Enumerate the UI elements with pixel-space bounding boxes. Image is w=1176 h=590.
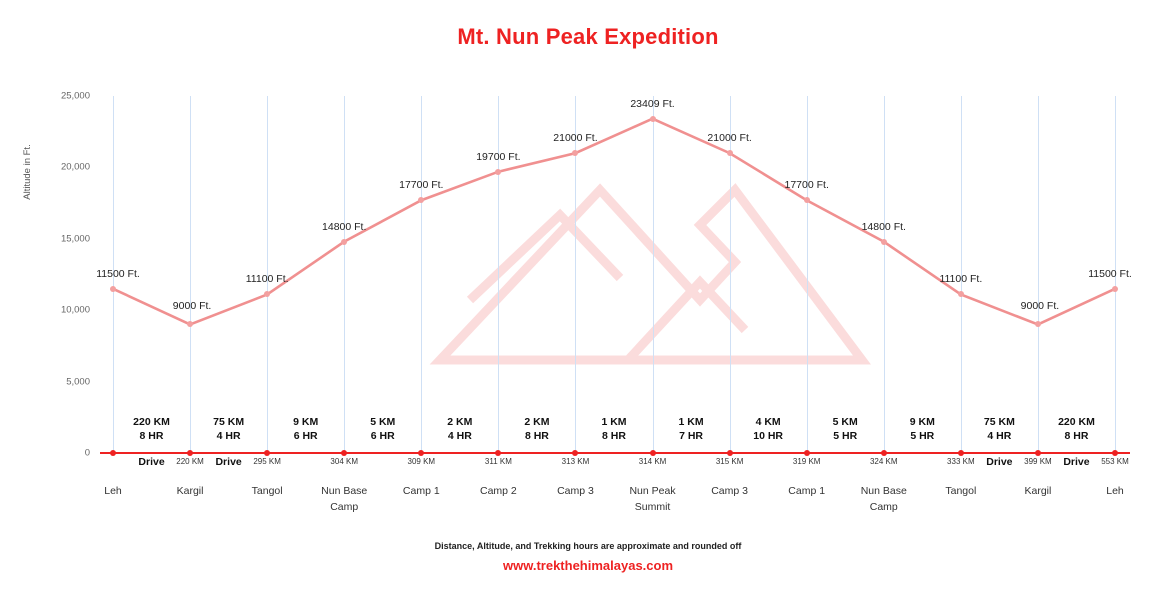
data-point[interactable] bbox=[110, 286, 116, 292]
altitude-value-label: 14800 Ft. bbox=[322, 220, 367, 233]
x-category-label bbox=[629, 483, 675, 515]
segment-distance: 1 KM bbox=[601, 416, 627, 428]
x-category-line: Nun Base bbox=[321, 485, 368, 497]
baseline-point[interactable] bbox=[727, 450, 733, 456]
altitude-value-label: 11500 Ft. bbox=[1088, 267, 1132, 280]
data-point[interactable] bbox=[572, 150, 578, 156]
segment-duration: 10 HR bbox=[753, 430, 784, 442]
x-category-label bbox=[788, 483, 825, 499]
data-point[interactable] bbox=[341, 239, 347, 245]
altitude-value-label: 19700 Ft. bbox=[476, 150, 521, 163]
segment-distance: 75 KM bbox=[983, 416, 1015, 428]
segment-distance: 1 KM bbox=[678, 416, 704, 428]
segment-distance: 5 KM bbox=[370, 416, 396, 428]
segment-distance-duration bbox=[601, 415, 626, 443]
x-category-line: Leh bbox=[1106, 485, 1124, 497]
cumulative-distance-label: 220 KM bbox=[176, 457, 204, 466]
altitude-value-label: 17700 Ft. bbox=[399, 179, 444, 192]
data-point[interactable] bbox=[187, 321, 193, 327]
x-category-line: Camp bbox=[330, 501, 359, 513]
y-axis-label: Altitude in Ft. bbox=[22, 144, 33, 200]
segment-duration: 8 HR bbox=[602, 430, 626, 442]
x-category-label bbox=[1106, 483, 1124, 499]
data-point[interactable] bbox=[1035, 321, 1041, 327]
segment-duration: 4 HR bbox=[447, 430, 472, 442]
baseline-point[interactable] bbox=[264, 450, 270, 456]
altitude-value-label: 23409 Ft. bbox=[630, 97, 675, 110]
baseline-point[interactable] bbox=[187, 450, 193, 456]
baseline-point[interactable] bbox=[1112, 450, 1118, 456]
baseline-point[interactable] bbox=[958, 450, 964, 456]
x-category-line: Kargil bbox=[1024, 485, 1052, 497]
altitude-value-label: 17700 Ft. bbox=[784, 179, 829, 192]
x-category-line: Summit bbox=[634, 501, 671, 513]
x-category-label bbox=[861, 483, 907, 515]
segment-distance-duration bbox=[679, 415, 704, 443]
x-category-label bbox=[321, 483, 367, 515]
data-point[interactable] bbox=[804, 197, 810, 203]
footnote: Distance, Altitude, and Trekking hours are approximate and rounded off bbox=[434, 541, 742, 551]
x-category-label bbox=[557, 483, 594, 499]
segment-distance-duration bbox=[833, 415, 858, 443]
altitude-value-label: 9000 Ft. bbox=[1020, 300, 1060, 313]
cumulative-distance-label: 295 KM bbox=[253, 457, 281, 466]
cumulative-distance-label: 315 KM bbox=[715, 457, 744, 466]
altitude-value-label: 21000 Ft. bbox=[707, 132, 752, 145]
drive-segment-label: Drive bbox=[138, 456, 165, 468]
segment-distance-duration bbox=[1058, 415, 1095, 443]
x-category-line: Nun Peak bbox=[629, 485, 676, 497]
data-point[interactable] bbox=[881, 239, 887, 245]
x-category-line: Camp 3 bbox=[557, 485, 594, 497]
cumulative-distance-label: 399 KM bbox=[1024, 457, 1052, 466]
x-category-line: Camp 3 bbox=[711, 485, 748, 497]
x-category-label bbox=[104, 483, 122, 499]
drive-segment-label: Drive bbox=[215, 456, 242, 468]
y-tick-label: 15,000 bbox=[60, 233, 90, 245]
segment-distance: 220 KM bbox=[1058, 416, 1095, 428]
x-category-label bbox=[945, 483, 976, 499]
altitude-value-label: 21000 Ft. bbox=[553, 132, 598, 145]
drive-segment-label: Drive bbox=[986, 456, 1013, 468]
segment-duration: 6 HR bbox=[370, 430, 395, 442]
segment-duration: 5 HR bbox=[910, 430, 935, 442]
y-tick-label: 20,000 bbox=[60, 161, 90, 173]
baseline-point[interactable] bbox=[881, 450, 887, 456]
segment-distance: 2 KM bbox=[524, 416, 550, 428]
cumulative-distance-label: 324 KM bbox=[869, 457, 898, 466]
data-point[interactable] bbox=[495, 169, 501, 175]
x-category-line: Camp 2 bbox=[479, 485, 517, 497]
data-point[interactable] bbox=[650, 116, 656, 122]
baseline-point[interactable] bbox=[650, 450, 656, 456]
segment-distance-duration bbox=[753, 415, 783, 443]
y-tick-label: 0 bbox=[84, 447, 90, 459]
page-title: Mt. Nun Peak Expedition bbox=[457, 24, 719, 49]
segment-distance-duration bbox=[213, 415, 244, 443]
x-category-label bbox=[1024, 483, 1051, 499]
altitude-value-label: 14800 Ft. bbox=[861, 220, 906, 233]
segment-duration: 8 HR bbox=[1064, 430, 1089, 442]
x-category-label bbox=[711, 483, 748, 499]
website-link[interactable]: www.trekthehimalayas.com bbox=[502, 558, 674, 573]
segment-distance-duration bbox=[447, 415, 472, 443]
data-point[interactable] bbox=[418, 197, 424, 203]
cumulative-distance-label: 553 KM bbox=[1101, 457, 1129, 466]
segment-duration: 8 HR bbox=[524, 430, 549, 442]
altitude-value-label: 9000 Ft. bbox=[172, 300, 212, 313]
x-category-line: Nun Base bbox=[860, 485, 907, 497]
cumulative-distance-label: 309 KM bbox=[407, 457, 436, 466]
segment-distance-duration bbox=[133, 415, 170, 443]
segment-duration: 7 HR bbox=[679, 430, 704, 442]
y-tick-label: 10,000 bbox=[60, 304, 90, 316]
altitude-value-label: 11100 Ft. bbox=[939, 273, 983, 286]
data-point[interactable] bbox=[727, 150, 733, 156]
x-category-line: Tangol bbox=[251, 485, 283, 497]
x-category-line: Tangol bbox=[945, 485, 977, 497]
cumulative-distance-label: 313 KM bbox=[561, 457, 590, 466]
x-category-line: Camp 1 bbox=[402, 485, 440, 497]
altitude-value-label: 11500 Ft. bbox=[96, 267, 140, 280]
segment-distance-duration bbox=[293, 415, 318, 443]
cumulative-distance-label: 319 KM bbox=[792, 457, 821, 466]
data-point[interactable] bbox=[1112, 286, 1118, 292]
segment-distance-duration bbox=[370, 415, 395, 443]
baseline-point[interactable] bbox=[572, 450, 578, 456]
segment-distance: 220 KM bbox=[133, 416, 170, 428]
x-category-label bbox=[177, 483, 204, 499]
segment-distance: 5 KM bbox=[832, 416, 858, 428]
segment-distance: 4 KM bbox=[755, 416, 781, 428]
segment-distance-duration bbox=[524, 415, 549, 443]
segment-duration: 6 HR bbox=[293, 430, 318, 442]
y-tick-label: 5,000 bbox=[66, 376, 90, 388]
data-point[interactable] bbox=[958, 291, 964, 297]
baseline-point[interactable] bbox=[341, 450, 347, 456]
x-category-line: Camp bbox=[869, 501, 898, 513]
cumulative-distance-label: 311 KM bbox=[484, 457, 512, 466]
x-category-line: Camp 1 bbox=[788, 485, 826, 497]
baseline-point[interactable] bbox=[1035, 450, 1041, 456]
altitude-value-label: 11100 Ft. bbox=[245, 273, 289, 286]
cumulative-distance-label: 304 KM bbox=[330, 457, 359, 466]
baseline-point[interactable] bbox=[495, 450, 501, 456]
segment-distance: 75 KM bbox=[213, 416, 245, 428]
x-category-line: Kargil bbox=[176, 485, 204, 497]
x-category-line: Leh bbox=[104, 485, 122, 497]
segment-duration: 4 HR bbox=[216, 430, 241, 442]
baseline-point[interactable] bbox=[804, 450, 810, 456]
segment-distance: 9 KM bbox=[909, 416, 935, 428]
segment-distance: 2 KM bbox=[447, 416, 473, 428]
x-category-label bbox=[403, 483, 440, 499]
baseline-point[interactable] bbox=[418, 450, 424, 456]
segment-distance: 9 KM bbox=[293, 416, 319, 428]
drive-segment-label: Drive bbox=[1063, 456, 1090, 468]
segment-duration: 8 HR bbox=[139, 430, 164, 442]
segment-distance-duration bbox=[910, 415, 935, 443]
x-category-label bbox=[480, 483, 517, 499]
cumulative-distance-label: 333 KM bbox=[947, 457, 975, 466]
y-tick-label: 25,000 bbox=[60, 90, 90, 102]
segment-duration: 4 HR bbox=[987, 430, 1012, 442]
data-point[interactable] bbox=[264, 291, 270, 297]
baseline-point[interactable] bbox=[110, 450, 116, 456]
segment-duration: 5 HR bbox=[833, 430, 858, 442]
segment-distance-duration bbox=[984, 415, 1015, 443]
x-category-label bbox=[252, 483, 283, 499]
cumulative-distance-label: 314 KM bbox=[638, 457, 667, 466]
